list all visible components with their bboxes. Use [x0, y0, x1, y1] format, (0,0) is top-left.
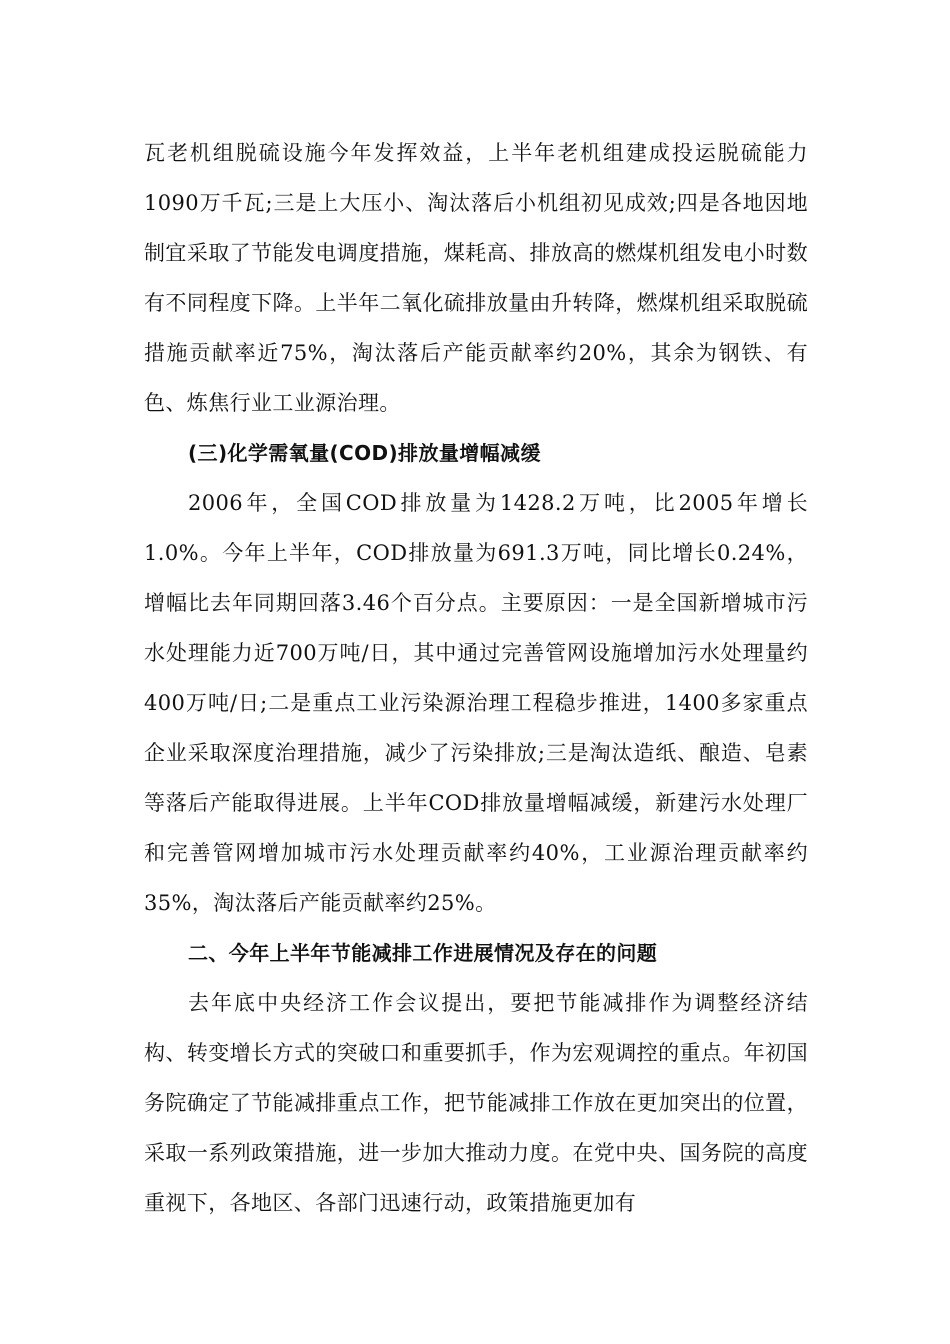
paragraph-cod-emissions: 2006年，全国COD排放量为1428.2万吨，比2005年增长1.0%。今年上半年，COD排放量为691.3万吨，同比增长0.24%，增幅比去年同期回落3.46个百分点。主要原因：一是全国新增城市污水处理能力近700万吨/日，其中通过完善管网设施增加污水处理量约400万吨/日;二是重点工业污染源治理工程稳步推进，1400多家重点企业采取深度治理措施，减少了污染排放;三是淘汰造纸、酿造、皂素等落后产能取得进展。上半年COD排放量增幅减缓，新建污水处理厂和完善管网增加城市污水处理贡献率约40%，工业源治理贡献率约35%，淘汰落后产能贡献率约25%。	[144, 491, 808, 915]
document-body	[144, 128, 808, 1228]
paragraph-so2-causes: 瓦老机组脱硫设施今年发挥效益，上半年老机组建成投运脱硫能力1090万千瓦;三是上大压小、淘汰落后小机组初见成效;四是各地因地制宜采取了节能发电调度措施，煤耗高、排放高的燃煤机组发电小时数有不同程度下降。上半年二氧化硫排放量由升转降，燃煤机组采取脱硫措施贡献率近75%，淘汰落后产能贡献率约20%，其余为钢铁、有色、炼焦行业工业源治理。	[144, 141, 808, 415]
paragraph-policy-measures: 去年底中央经济工作会议提出，要把节能减排作为调整经济结构、转变增长方式的突破口和重要抓手，作为宏观调控的重点。年初国务院确定了节能减排重点工作，把节能减排工作放在更加突出的位置，采取一系列政策措施，进一步加大推动力度。在党中央、国务院的高度重视下，各地区、各部门迅速行动，政策措施更加有	[144, 991, 808, 1215]
section-heading-progress: 二、今年上半年节能减排工作进展情况及存在的问题	[188, 941, 658, 965]
section-heading-cod: (三)化学需氧量(COD)排放量增幅减缓	[188, 441, 541, 465]
